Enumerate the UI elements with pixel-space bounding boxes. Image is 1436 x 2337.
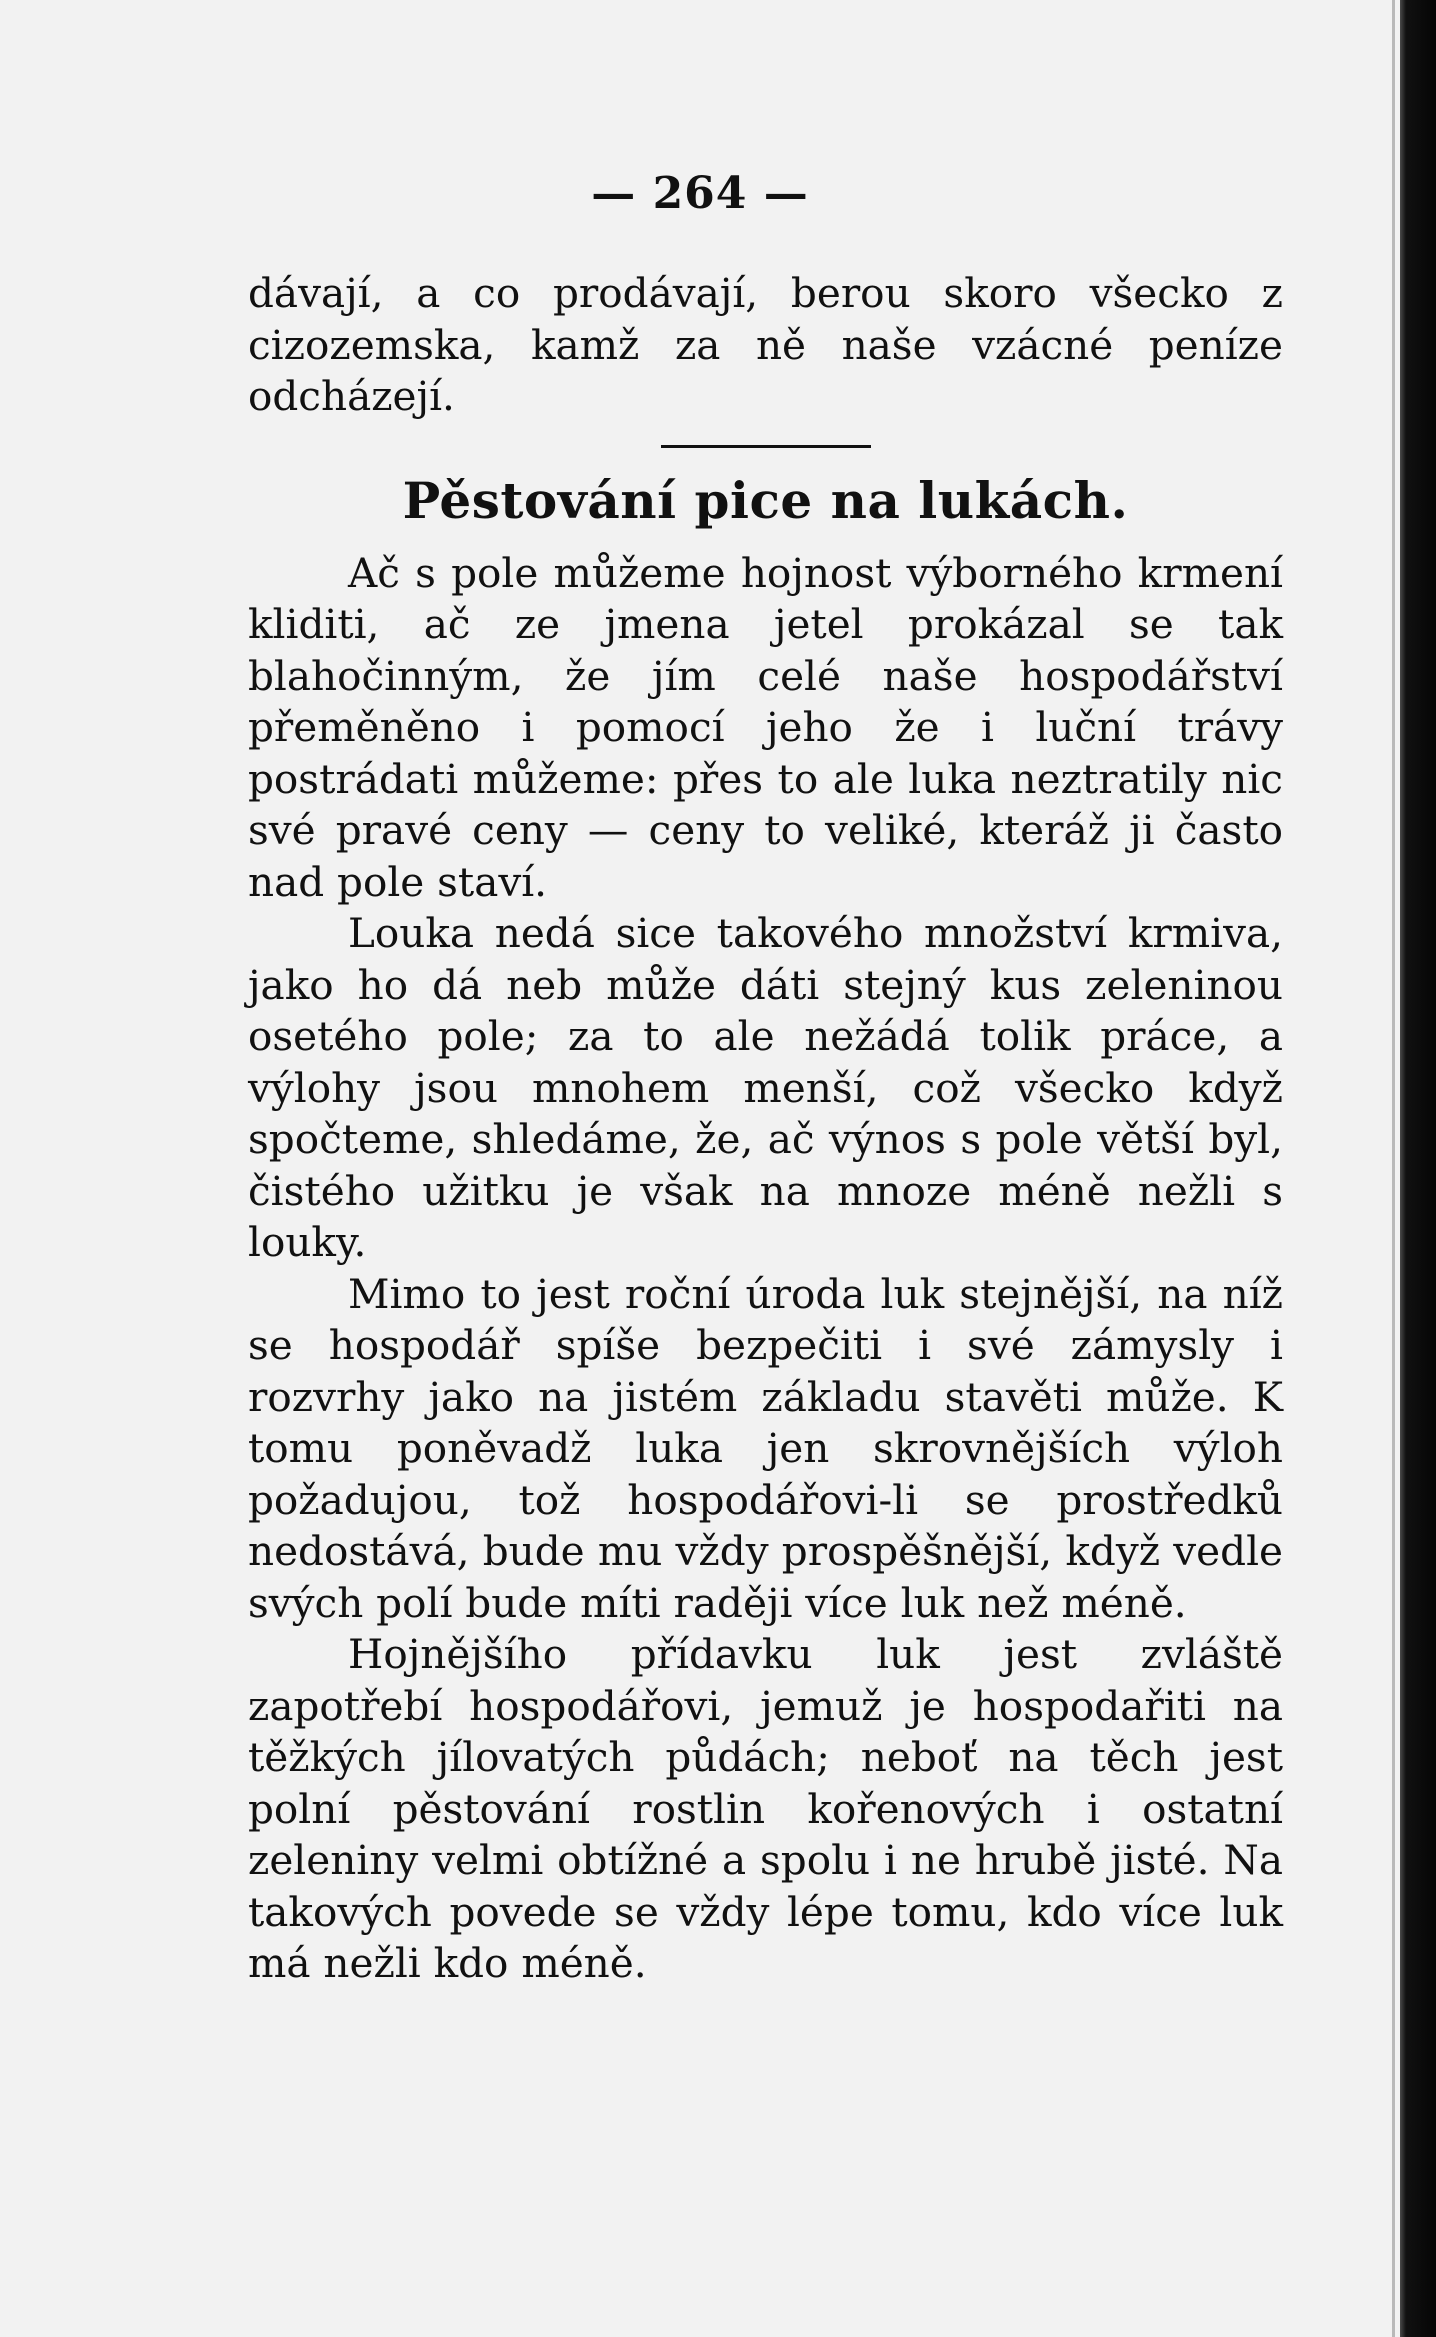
page-number: — 264 — (591, 168, 809, 219)
opening-paragraph: dávají, a co prodávají, berou skoro všecko z cizozemska, kamž za ně naše vzácné peníze odcházejí. (248, 269, 1283, 420)
paragraph: Hojnějšího přídavku luk jest zvláště zapotřebí hospodářovi, jemuž je hospodařiti na těžkých jílovatých půdách; neboť na těch jest polní pěstování rostlin kořenových i ostatní zeleniny velmi obtížné a spolu i ne hrubě jisté. Na takových povede se vždy lépe tomu, kdo více luk má nežli kdo méně. (248, 1630, 1283, 1987)
section-divider (661, 445, 871, 448)
paragraph: Louka nedá sice takového množství krmiva, jako ho dá neb může dáti stejný kus zeleninou osetého pole; za to ale nežádá tolik práce, a výlohy jsou mnohem menší, což všecko když spočteme, shledáme, že, ač výnos s pole větší byl, čistého užitku je však na mnoze méně nežli s louky. (248, 909, 1283, 1266)
paragraph: Mimo to jest roční úroda luk stejnější, na níž se hospodář spíše bezpečiti i své zámysly i rozvrhy jako na jistém základu stavěti může. K tomu poněvadž luka jen skrovnějších výloh požadujou, tož hospodářovi-li se prostředků nedostává, bude mu vždy prospěšnější, když vedle svých polí bude míti raději více luk než méně. (248, 1269, 1283, 1627)
section-title: Pěstování pice na lukách. (402, 470, 1129, 530)
page-body (248, 268, 1283, 1990)
paragraph: Ač s pole můžeme hojnost výborného krmení kliditi, ač ze jmena jetel prokázal se tak blahočinným, že jím celé naše hospodářství přeměněno i pomocí jeho že i luční trávy postrádati můžeme: přes to ale luka neztratily nic své pravé ceny — ceny to veliké, kteráž ji často nad pole staví. (248, 548, 1283, 906)
scan-dark-border (1400, 0, 1436, 2337)
page-edge-highlight (1392, 0, 1395, 2337)
